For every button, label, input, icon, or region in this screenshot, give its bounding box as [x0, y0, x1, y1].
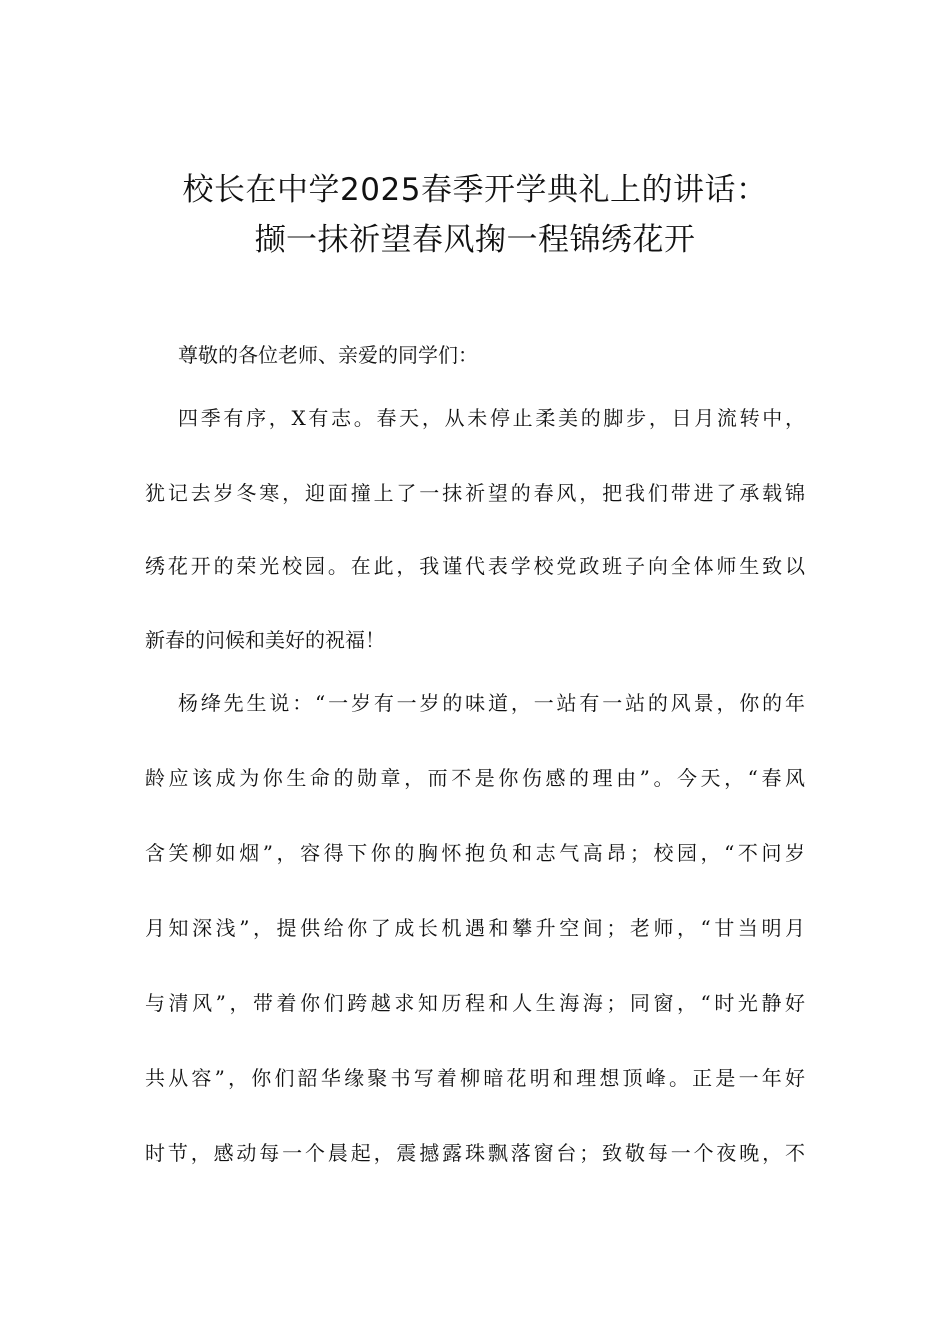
paragraph-line: 绣花开的荣光校园。在此，我谨代表学校党政班子向全体师生致以	[145, 554, 805, 578]
paragraph-line: 龄应该成为你生命的勋章，而不是你伤感的理由”。今天，“春风	[145, 766, 805, 790]
salutation: 尊敬的各位老师、亲爱的同学们：	[178, 343, 478, 367]
document-title-line-1: 校长在中学2025春季开学典礼上的讲话：	[182, 172, 768, 208]
paragraph-line: 新春的问候和美好的祝福！	[145, 628, 385, 652]
paragraph-line: 含笑柳如烟”，容得下你的胸怀抱负和志气高昂；校园，“不问岁	[145, 841, 805, 865]
paragraph-line: 共从容”，你们韶华缘聚书写着柳暗花明和理想顶峰。正是一年好	[145, 1066, 805, 1090]
paragraph-line: 月知深浅”，提供给你了成长机遇和攀升空间；老师，“甘当明月	[145, 916, 805, 940]
paragraph-line: 杨绛先生说：“一岁有一岁的味道，一站有一站的风景，你的年	[178, 691, 805, 715]
document-title-line-2: 撷一抹祈望春风掬一程锦绣花开	[254, 222, 696, 258]
paragraph-line: 与清风”，带着你们跨越求知历程和人生海海；同窗，“时光静好	[145, 991, 805, 1015]
paragraph-line: 四季有序，X有志。春天，从未停止柔美的脚步，日月流转中，	[178, 406, 805, 430]
paragraph-line: 时节，感动每一个晨起，震撼露珠飘落窗台；致敬每一个夜晚，不	[145, 1141, 805, 1165]
paragraph-line: 犹记去岁冬寒，迎面撞上了一抹祈望的春风，把我们带进了承载锦	[145, 481, 805, 505]
